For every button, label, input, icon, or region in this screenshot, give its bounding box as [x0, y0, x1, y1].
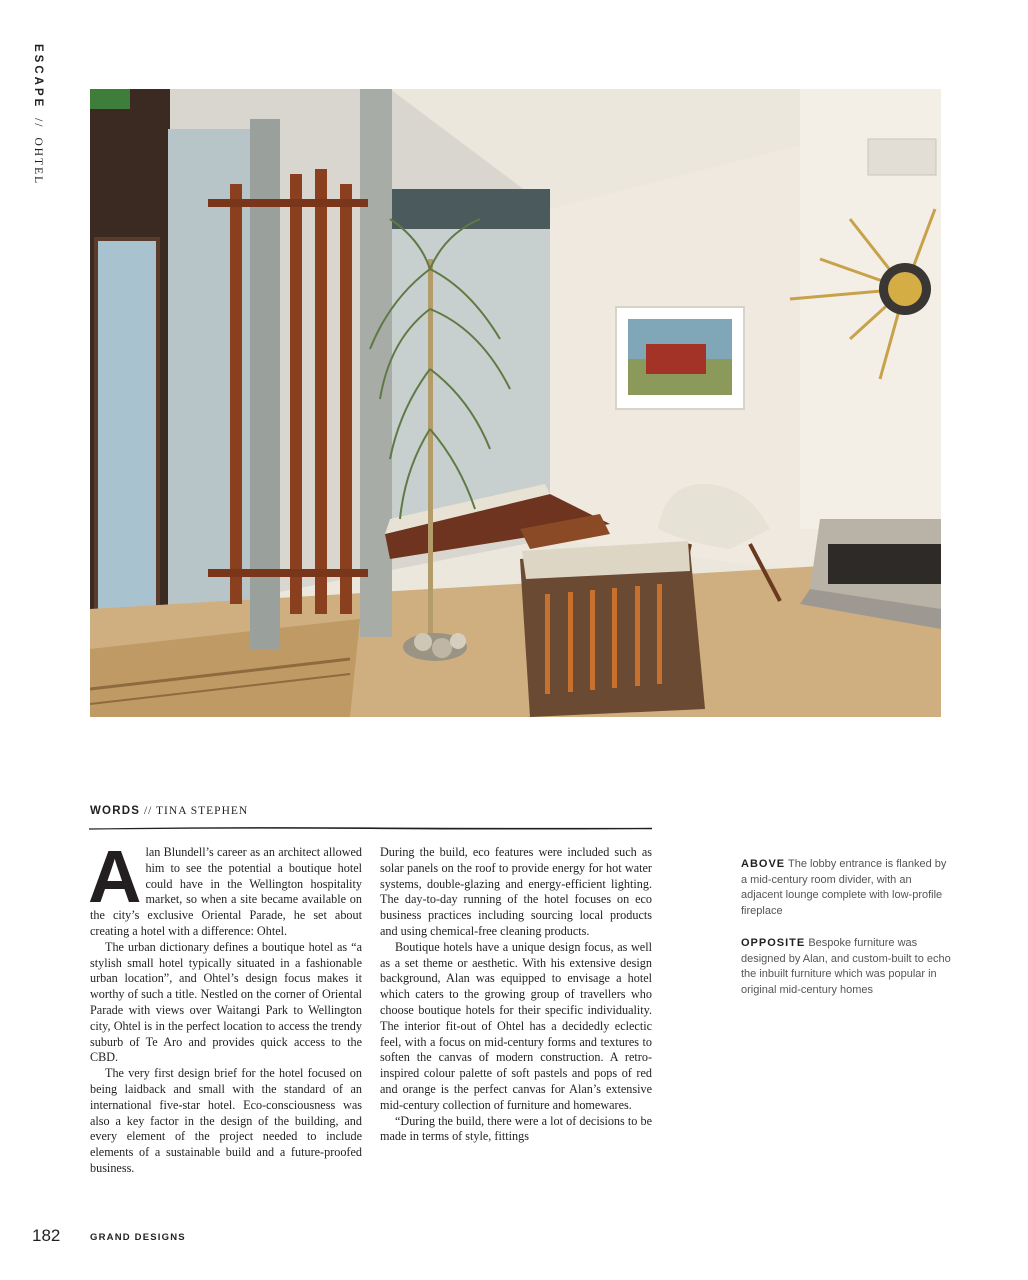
byline — [90, 805, 248, 817]
article-column-2 — [380, 845, 652, 1145]
article-paragraph: The urban dictionary defines a boutique hotel as “a stylish small hotel typically situated in a fashionable urban location”, and Ohtel’s design focus makes it worthy of such a title. Nestled on the corner of Oriental Parade with views over Waitangi Park to Wellington city, Ohtel is in the perfect location to access the trendy suburb of Te Aro and provides quick access to the CBD. — [90, 939, 362, 1065]
caption-text: Bespoke furniture was designed by Alan, and custom-built to echo the inbuilt furniture which was popular in original mid-century homes — [741, 936, 951, 996]
brush-rule — [89, 826, 652, 830]
caption-above — [741, 857, 951, 920]
article-paragraph: “During the build, there were a lot of decisions to be made in terms of style, fittings — [380, 1113, 652, 1144]
drop-cap: A — [88, 835, 142, 918]
photo-captions — [741, 857, 951, 1015]
section-topic: OHTEL — [32, 137, 44, 186]
lobby-photo — [90, 89, 941, 717]
section-name: ESCAPE — [32, 44, 44, 110]
paragraph-text: lan Blundell’s career as an architect allowed him to see the potential a boutique hotel could have in the Wellington hospitality market, so when a site became available on the city’s exclusive Oriental Parade, he set about creating a hotel with a difference: Ohtel. — [90, 845, 362, 938]
section-separator: // — [32, 118, 44, 129]
article-paragraph: During the build, eco features were included such as solar panels on the roof to provide energy for hot water systems, double-glazing and energy-efficient lighting. The day-to-day running of the hotel focuses on eco business practices including sourcing local products and using chemical-free cleaning products. — [380, 845, 652, 938]
byline-label: WORDS — [90, 805, 141, 817]
magazine-name: GRAND DESIGNS — [90, 1232, 186, 1243]
section-label — [32, 44, 44, 185]
page-number: 182 — [32, 1226, 61, 1245]
article-paragraph: The very first design brief for the hotel focused on being laidback and small with the standard of an international five-star hotel. Eco-consciousness was also a key factor in the design of the building, and every element of the project needed to include elements of a sustainable build and a future-proofed business. — [90, 1066, 362, 1175]
byline-separator: // — [143, 805, 153, 817]
byline-author: TINA STEPHEN — [156, 805, 249, 817]
article-column-1 — [88, 835, 362, 1177]
caption-text: The lobby entrance is flanked by a mid-century room divider, with an adjacent lounge complete with low-profile fireplace — [741, 858, 947, 918]
caption-opposite — [741, 936, 951, 999]
caption-label: ABOVE — [741, 858, 786, 870]
article-paragraph — [88, 835, 362, 940]
article-paragraph: Boutique hotels have a unique design focus, as well as a set theme or aesthetic. With his extensive design background, Alan was equipped to envisage a hotel which caters to the growing group of travellers who choose boutique hotels for their specific individuality. The interior fit-out of Ohtel has a decidedly eclectic feel, with a focus on mid-century forms and textures to soften the canvas of modern construction. A retro-inspired colour palette of soft pastels and pops of red and orange is the perfect canvas for Alan’s extensive mid-century collection of furniture and homewares. — [380, 939, 652, 1112]
lobby-photo-illustration — [90, 89, 941, 717]
caption-label: OPPOSITE — [741, 936, 806, 949]
